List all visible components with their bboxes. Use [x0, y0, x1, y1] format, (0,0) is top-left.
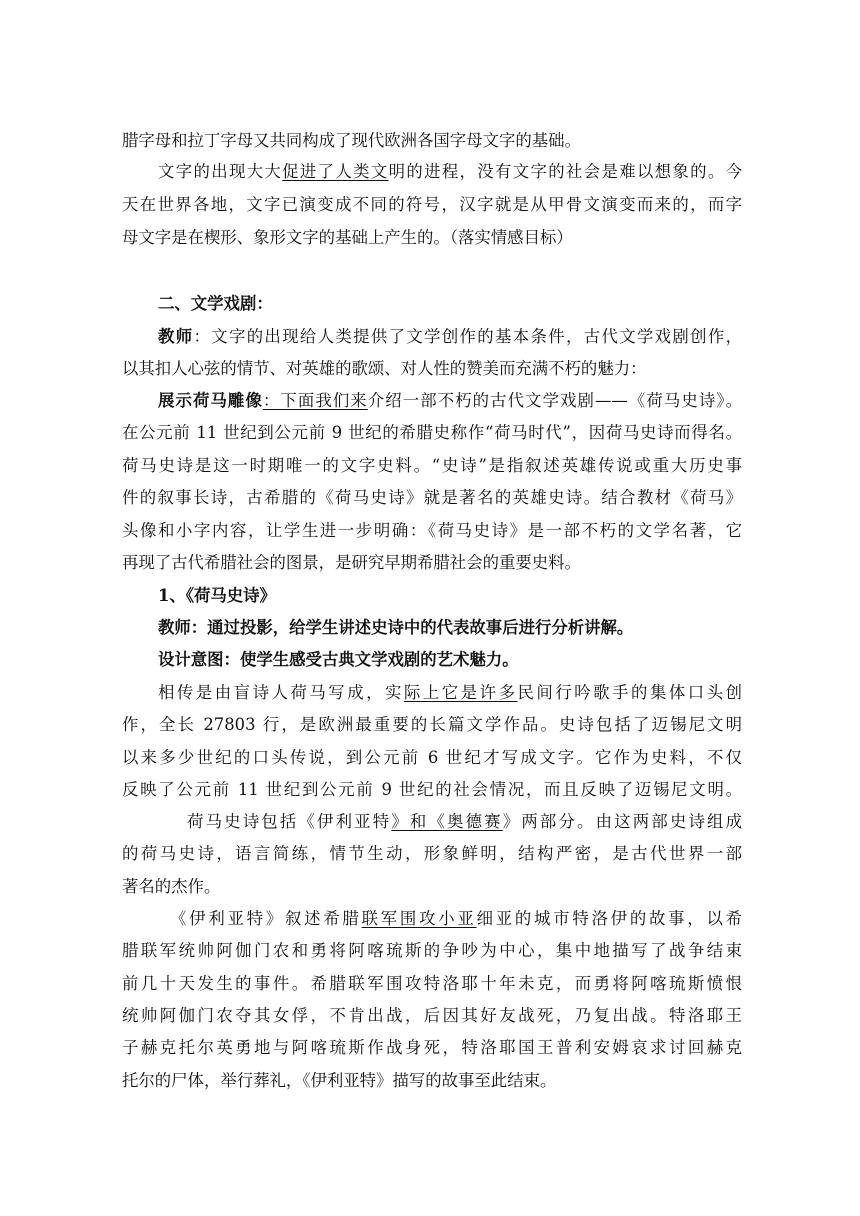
text-line-6	[158, 326, 742, 348]
text-segment: 腊联军统帅阿伽门农和勇将阿喀琉斯的争吵为中心，集中地描写了战争结束	[122, 941, 742, 960]
text-line-3	[122, 194, 742, 216]
text-line-1	[122, 130, 592, 152]
text-line-18	[122, 714, 742, 736]
text-segment: 头像和小字内容，让学生进一步明确：《荷马史诗》是一部不朽的文学名著，它	[122, 521, 742, 540]
text-line-5	[158, 293, 298, 315]
text-line-11	[122, 487, 742, 509]
text-segment: 明的进程，没有文字的社会是难以想象的。今	[388, 162, 743, 181]
text-segment: 民间行吟歌手的集体口头创	[517, 683, 743, 702]
text-segment: 母文字是在楔形、象形文字的基础上产生的。（落实情感目标）	[122, 228, 573, 247]
text-segment: 促进了人类文	[282, 162, 389, 181]
text-line-17	[158, 682, 742, 704]
text-segment: 托尔的尸体，举行葬礼，《伊利亚特》描写的故事至此结束。	[122, 1071, 557, 1090]
text-line-8	[158, 390, 742, 412]
text-segment: 1、《荷马史诗》	[158, 586, 276, 605]
text-segment: 子赫克托尔英勇地与阿喀琉斯作战身死，特洛耶国王普利安姆哀求讨回赫克	[122, 1038, 742, 1057]
text-line-16	[158, 649, 528, 671]
text-line-2	[158, 161, 742, 183]
text-segment: 设计意图：使学生感受古典文学戏剧的艺术魅力。	[158, 650, 519, 669]
text-segment: 以其扣人心弦的情节、对英雄的歌颂、对人性的赞美而充满不朽的魅力：	[122, 359, 647, 378]
text-segment: 》和《奥德赛	[391, 812, 503, 831]
text-line-10	[122, 455, 742, 477]
text-segment: 天在世界各地，文字已演变成不同的符号，汉字就是从甲骨文演变而来的，而字	[122, 195, 742, 214]
text-line-9	[122, 422, 742, 444]
text-line-22	[122, 843, 742, 865]
text-segment: ：下面我们来	[262, 391, 368, 410]
text-segment: 以来多少世纪的口头传说，到公元前 6 世纪才写成文字。它作为史料，不仅	[122, 748, 742, 767]
text-segment: 统帅阿伽门农夺其女俘，不肯出战，后因其好友战死，乃复出战。特洛耶王	[122, 1006, 742, 1025]
text-line-25	[122, 940, 742, 962]
text-segment: 文字的出现大大	[158, 162, 283, 181]
text-segment: 教师：通过投影，给学生讲述史诗中的代表故事后进行分析讲解。	[158, 618, 634, 637]
text-line-21	[187, 811, 742, 833]
text-line-28	[122, 1037, 742, 1059]
text-line-26	[122, 973, 742, 995]
text-segment: 相传是由盲诗人荷马写成，实	[158, 683, 404, 702]
text-segment: 《伊利亚特》叙述希腊	[170, 909, 362, 928]
text-line-15	[158, 617, 658, 639]
text-segment: 介绍一部不朽的古代文学戏剧——《荷马史诗》。	[367, 391, 742, 410]
text-line-13	[122, 552, 634, 574]
text-segment: ：文字的出现给人类提供了文学创作的基本条件，古代文学戏剧创作，	[193, 327, 743, 346]
text-segment: 再现了古代希腊社会的图景，是研究早期希腊社会的重要史料。	[122, 553, 581, 572]
text-segment: 在公元前 11 世纪到公元前 9 世纪的希腊史称作“荷马时代”，因荷马史诗而得名。	[122, 423, 742, 442]
text-line-20	[122, 779, 742, 801]
text-segment: 二、文学戏剧：	[158, 294, 273, 313]
text-line-24	[170, 908, 742, 930]
text-line-19	[122, 747, 742, 769]
text-line-23	[122, 876, 242, 898]
text-segment: 》两部分。由这两部史诗组成	[502, 812, 743, 831]
text-line-7	[122, 358, 688, 380]
text-line-12	[122, 520, 742, 542]
text-line-27	[122, 1005, 742, 1027]
text-segment: 荷马史诗是这一时期唯一的文字史料。“史诗”是指叙述英雄传说或重大历史事	[122, 456, 742, 475]
text-segment: 教师	[158, 327, 194, 346]
text-segment: 展示荷马雕像	[158, 391, 263, 410]
text-line-14	[158, 585, 318, 607]
text-segment: 细亚的城市特洛伊的故事，以希	[476, 909, 743, 928]
text-segment: 前几十天发生的事件。希腊联军围攻特洛耶十年未克，而勇将阿喀琉斯愤恨	[122, 974, 742, 993]
text-segment: 件的叙事长诗，古希腊的《荷马史诗》就是著名的英雄史诗。结合教材《荷马》	[122, 488, 742, 507]
text-segment: 的荷马史诗，语言简练，情节生动，形象鲜明，结构严密，是古代世界一部	[122, 844, 742, 863]
text-line-4	[122, 227, 630, 249]
text-segment: 著名的杰作。	[122, 877, 221, 896]
text-line-29	[122, 1070, 622, 1092]
text-segment: 腊字母和拉丁字母又共同构成了现代欧洲各国字母文字的基础。	[122, 131, 581, 150]
text-segment: 荷马史诗包括《伊利亚特	[187, 812, 392, 831]
text-segment: 反映了公元前 11 世纪到公元前 9 世纪的社会情况，而且反映了迈锡尼文明。	[122, 780, 742, 799]
text-segment: 作，全长 27803 行，是欧洲最重要的长篇文学作品。史诗包括了迈锡尼文明	[122, 715, 742, 734]
text-segment: 联军围攻小亚	[361, 909, 477, 928]
text-segment: 际上它是许多	[403, 683, 518, 702]
